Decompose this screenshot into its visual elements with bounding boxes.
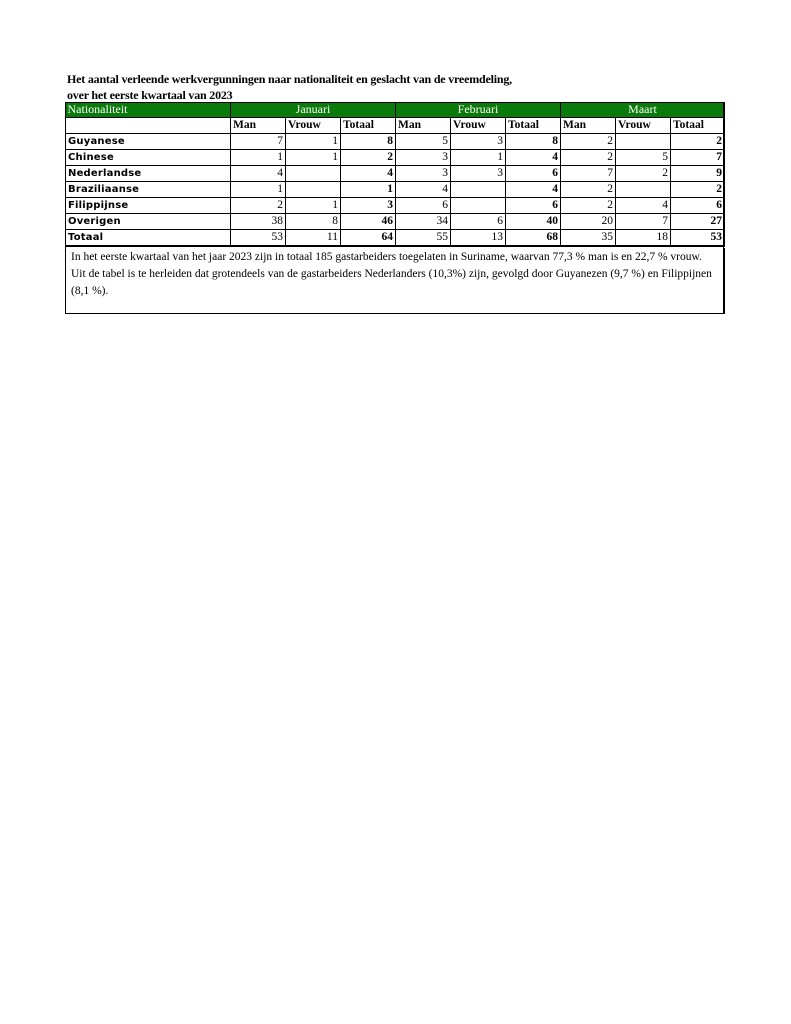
vrouw-cell: [286, 166, 341, 182]
work-permits-table: [65, 102, 725, 247]
totaal-cell: 3: [341, 198, 396, 214]
man-cell: 53: [231, 230, 286, 247]
totaal-cell: 64: [341, 230, 396, 247]
totaal-cell: 7: [671, 150, 725, 166]
vrouw-cell: 1: [286, 134, 341, 150]
subheader-vrouw: Vrouw: [616, 118, 671, 134]
vrouw-cell: 6: [451, 214, 506, 230]
table-row: [66, 166, 725, 182]
man-cell: 34: [396, 214, 451, 230]
subheader-man: Man: [231, 118, 286, 134]
totaal-cell: 8: [341, 134, 396, 150]
vrouw-cell: [616, 134, 671, 150]
subheader-man: Man: [396, 118, 451, 134]
vrouw-cell: 18: [616, 230, 671, 247]
vrouw-cell: [286, 182, 341, 198]
subheader-blank: [66, 118, 231, 134]
nationality-cell: Nederlandse: [66, 166, 231, 182]
month-header-februari: Februari: [396, 102, 561, 118]
vrouw-cell: 3: [451, 166, 506, 182]
man-cell: 7: [231, 134, 286, 150]
man-cell: 2: [561, 150, 616, 166]
vrouw-cell: 5: [616, 150, 671, 166]
man-cell: 35: [561, 230, 616, 247]
month-header-maart: Maart: [561, 102, 725, 118]
nationality-cell: Guyanese: [66, 134, 231, 150]
man-cell: 7: [561, 166, 616, 182]
man-cell: 4: [231, 166, 286, 182]
vrouw-cell: 1: [286, 198, 341, 214]
totaal-cell: 2: [671, 134, 725, 150]
man-cell: 3: [396, 150, 451, 166]
man-cell: 20: [561, 214, 616, 230]
month-header-januari: Januari: [231, 102, 396, 118]
man-cell: 1: [231, 150, 286, 166]
nationality-cell: Chinese: [66, 150, 231, 166]
subheader-man: Man: [561, 118, 616, 134]
total-row: [66, 230, 725, 247]
vrouw-cell: [616, 182, 671, 198]
nationality-cell: Overigen: [66, 214, 231, 230]
table-row: [66, 150, 725, 166]
title-line-1: Het aantal verleende werkvergunningen naar nationaliteit en geslacht van de vreemdeling,: [67, 72, 512, 86]
totaal-cell: 68: [506, 230, 561, 247]
man-cell: 38: [231, 214, 286, 230]
totaal-cell: 40: [506, 214, 561, 230]
man-cell: 6: [396, 198, 451, 214]
table-note: In het eerste kwartaal van het jaar 2023 zijn in totaal 185 gastarbeiders toegelaten in Suriname, waarvan 77,3 % man is en 22,7 % vrouw. Uit de tabel is te herleiden dat grotendeels van de gastarbeiders Nederlanders (10,3%) zijn, gevolgd door Guyanezen (9,7 %) en Filippijnen (8,1 %).: [65, 248, 725, 314]
man-cell: 2: [561, 182, 616, 198]
subheader-vrouw: Vrouw: [286, 118, 341, 134]
vrouw-cell: 1: [286, 150, 341, 166]
totaal-cell: 46: [341, 214, 396, 230]
totaal-cell: 6: [506, 198, 561, 214]
vrouw-cell: 11: [286, 230, 341, 247]
vrouw-cell: 13: [451, 230, 506, 247]
subheader-totaal: Totaal: [341, 118, 396, 134]
totaal-cell: 2: [671, 182, 725, 198]
vrouw-cell: [451, 182, 506, 198]
nationality-cell: Filippijnse: [66, 198, 231, 214]
totaal-cell: 6: [671, 198, 725, 214]
month-header-row: [66, 102, 725, 118]
vrouw-cell: 8: [286, 214, 341, 230]
document-title: [67, 71, 727, 103]
totaal-cell: 53: [671, 230, 725, 247]
vrouw-cell: 3: [451, 134, 506, 150]
totaal-cell: 4: [341, 166, 396, 182]
title-line-2: over het eerste kwartaal van 2023: [67, 88, 233, 102]
nationality-cell: Totaal: [66, 230, 231, 247]
man-cell: 5: [396, 134, 451, 150]
man-cell: 55: [396, 230, 451, 247]
man-cell: 2: [561, 134, 616, 150]
man-cell: 2: [231, 198, 286, 214]
totaal-cell: 4: [506, 182, 561, 198]
totaal-cell: 27: [671, 214, 725, 230]
man-cell: 2: [561, 198, 616, 214]
vrouw-cell: 4: [616, 198, 671, 214]
vrouw-cell: 7: [616, 214, 671, 230]
totaal-cell: 4: [506, 150, 561, 166]
totaal-cell: 1: [341, 182, 396, 198]
totaal-cell: 8: [506, 134, 561, 150]
vrouw-cell: 1: [451, 150, 506, 166]
table-row: [66, 214, 725, 230]
subheader-totaal: Totaal: [506, 118, 561, 134]
totaal-cell: 6: [506, 166, 561, 182]
table-row: [66, 182, 725, 198]
vrouw-cell: 2: [616, 166, 671, 182]
nationality-cell: Braziliaanse: [66, 182, 231, 198]
vrouw-cell: [451, 198, 506, 214]
totaal-cell: 9: [671, 166, 725, 182]
table-row: [66, 134, 725, 150]
subheader-row: [66, 118, 725, 134]
nationality-header: Nationaliteit: [66, 102, 231, 118]
man-cell: 3: [396, 166, 451, 182]
table-row: [66, 198, 725, 214]
subheader-vrouw: Vrouw: [451, 118, 506, 134]
man-cell: 1: [231, 182, 286, 198]
subheader-totaal: Totaal: [671, 118, 725, 134]
man-cell: 4: [396, 182, 451, 198]
totaal-cell: 2: [341, 150, 396, 166]
